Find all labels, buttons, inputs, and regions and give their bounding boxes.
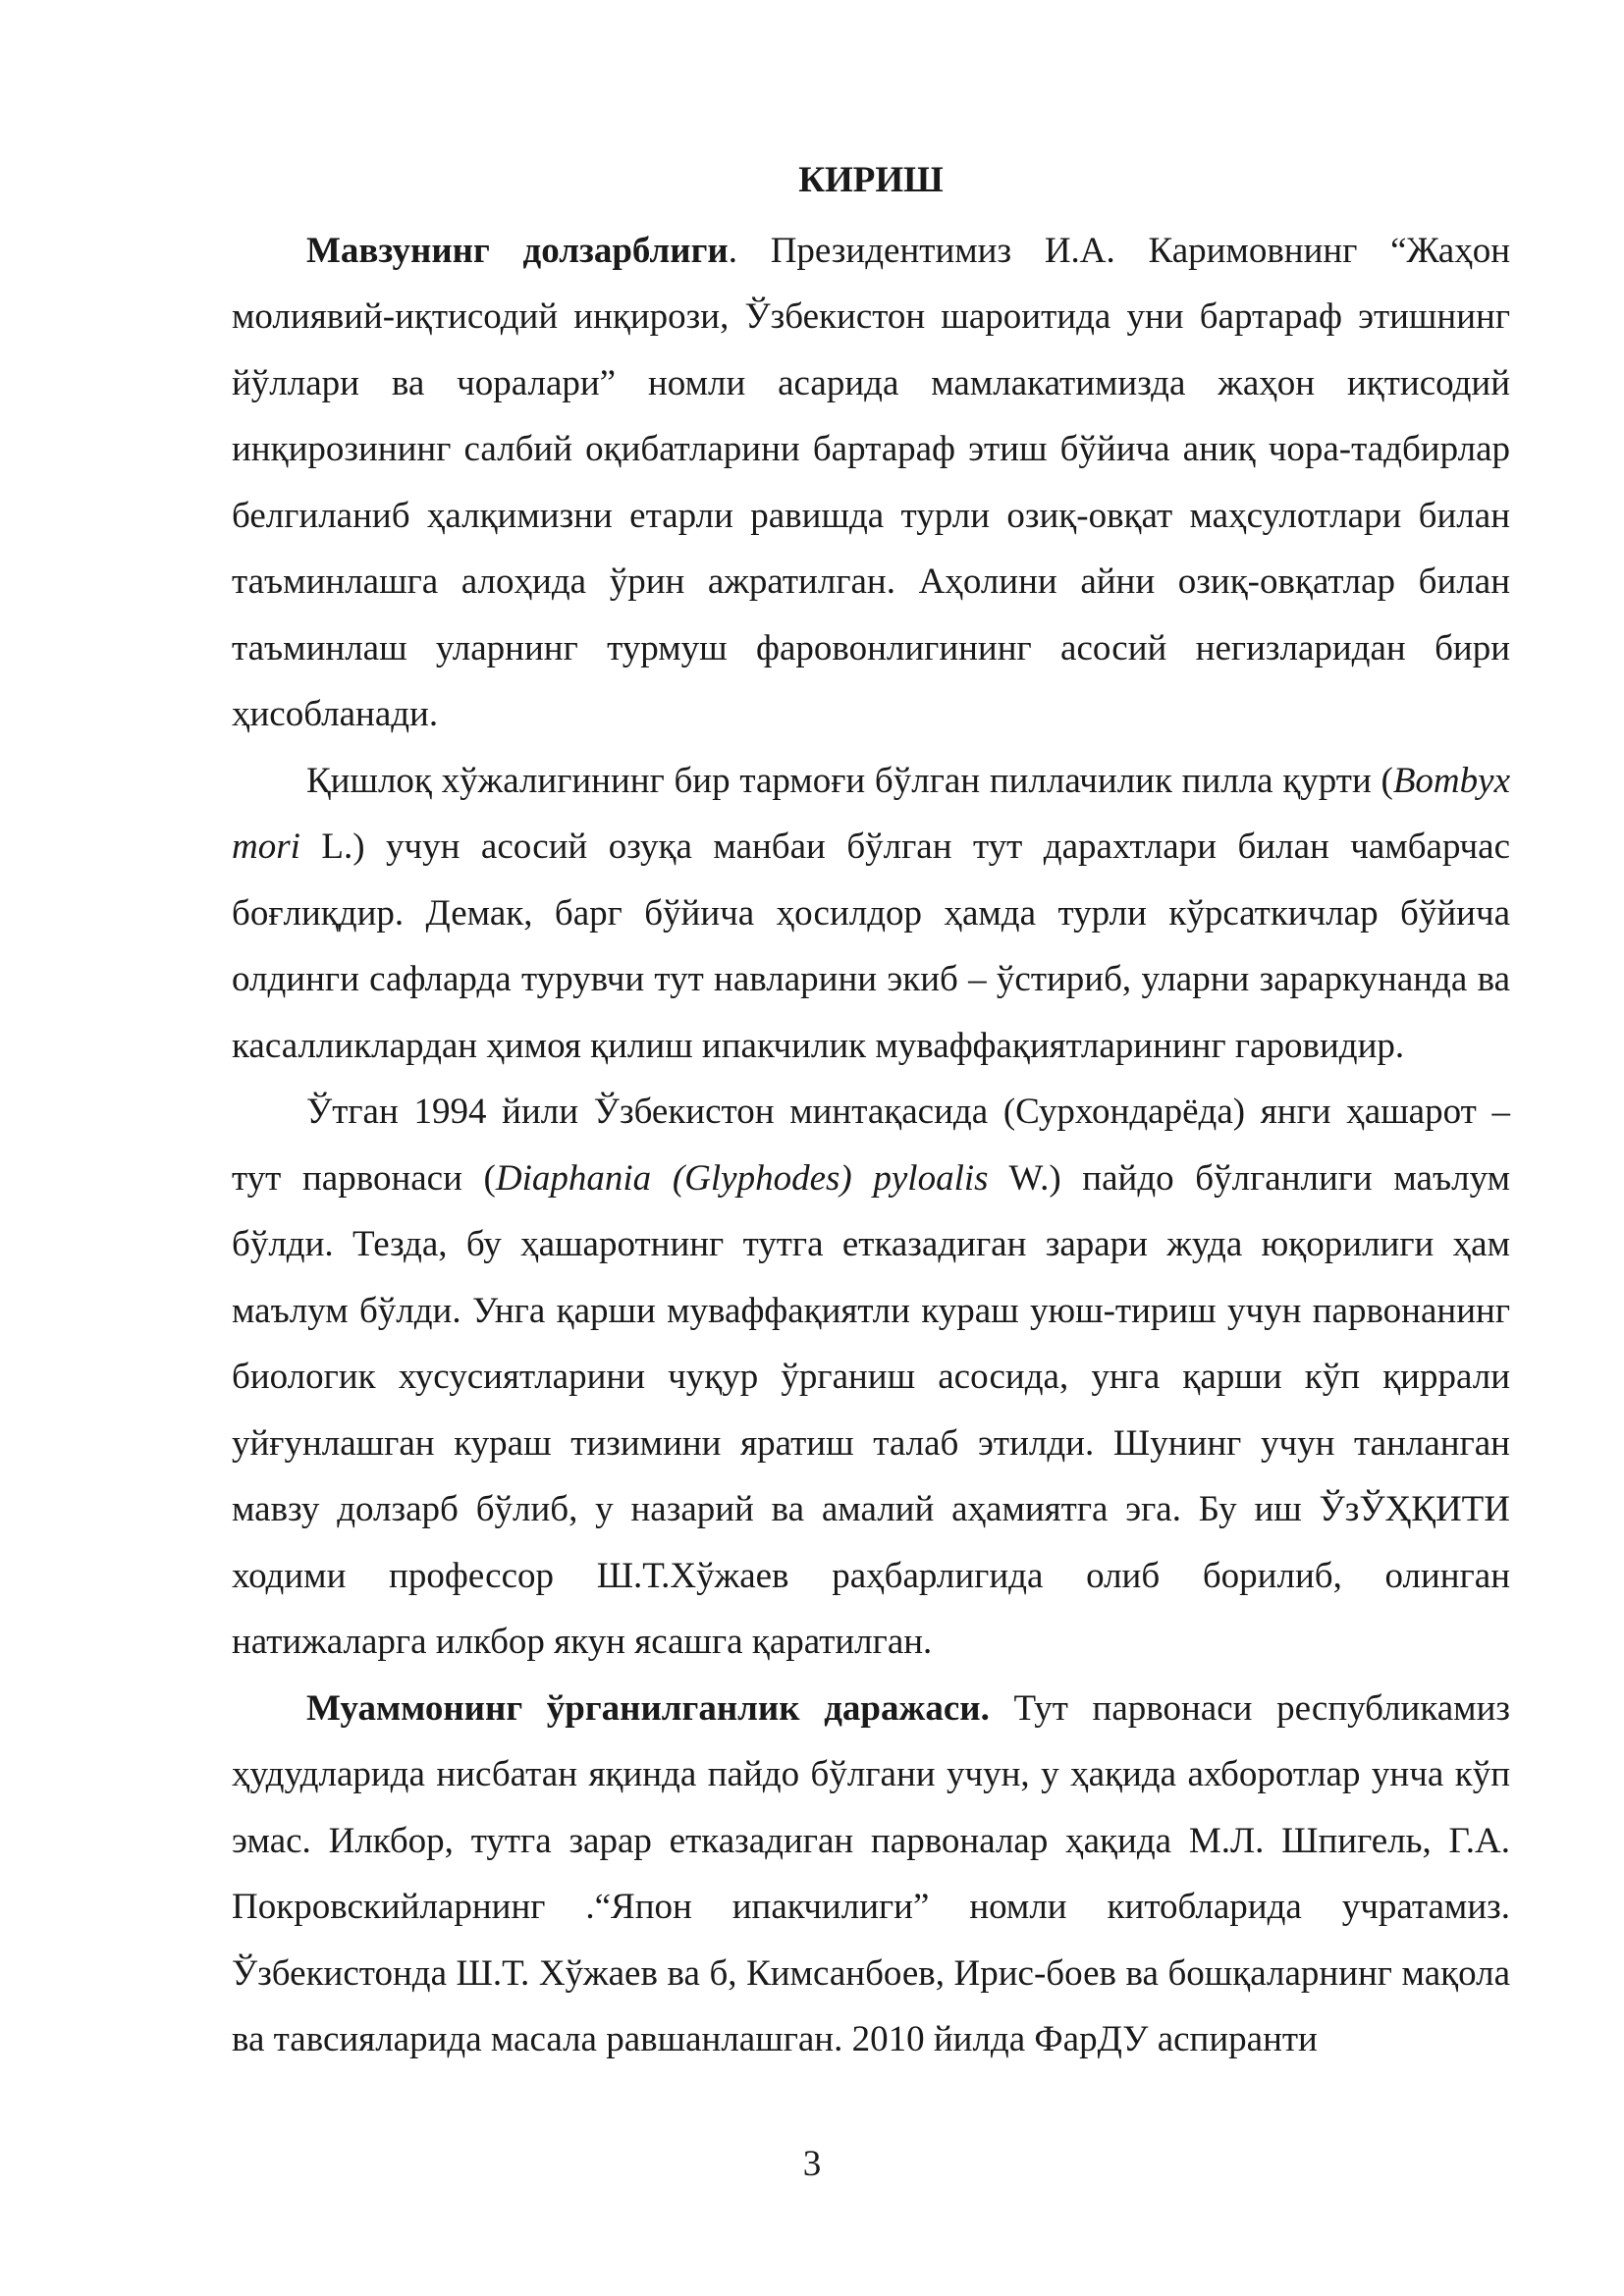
section-heading: КИРИШ xyxy=(798,160,944,200)
species-name-italic: Diaphania (Glyphodes) pyloalis xyxy=(495,1157,989,1199)
paragraph-text: L.) учун асосий озуқа манбаи бўлган тут дарахтлари билан чамбарчас боғлиқдир. Демак, барг бўйича ҳосилдор ҳамда турли кўрсаткичлар бўйича олдинги сафларда турувчи тут навларини экиб – ўстириб, уларни зараркунанда ва касалликлардан ҳимоя қилиш ипакчилик муваффақиятларининг гаровидир. xyxy=(232,827,1510,1066)
paragraph-topic-relevance xyxy=(232,218,1510,748)
document-body xyxy=(232,147,1510,2073)
species-name-italic: Bombyx mori xyxy=(232,760,1510,867)
paragraph-text: Қишлоқ хўжалигининг бир тармоғи бўлган пиллачилик пилла қурти ( xyxy=(306,760,1393,801)
paragraph-study-level xyxy=(232,1676,1510,2073)
paragraph-silkworm xyxy=(232,748,1510,1080)
paragraph-text: Тут парвонаси республикамиз ҳудудларида нисбатан яқинда пайдо бўлгани учун, у ҳақида ахборотлар унча кўп эмас. Илкбор, тутга зарар етказадиган парвоналар ҳақида М.Л. Шпигель, Г.А. Покровскийларнинг .“Япон ипакчилиги” номли китобларида учратамиз. Ўзбекистонда Ш.Т. Хўжаев ва б, Кимсанбоев, Ирис-боев ва бошқаларнинг мақола ва тавсияларида масала равшанлашган. 2010 йилда ФарДУ аспиранти xyxy=(232,1687,1510,2059)
paragraph-mulberry-moth xyxy=(232,1079,1510,1676)
paragraph-lead-bold: Мавзунинг долзарблиги xyxy=(306,230,729,271)
paragraph-lead-bold: Муаммонинг ўрганилганлик даражаси. xyxy=(306,1687,990,1729)
paragraph-text: Ўтган 1994 йили Ўзбекистон минтақасида (Сурхондарёда) янги ҳашарот – тут парвонаси ( xyxy=(232,1092,1510,1199)
paragraph-text: . Президентимиз И.А. Каримовнинг “Жаҳон молиявий-иқтисодий инқирози, Ўзбекистон шароитида уни бартараф этишнинг йўллари ва чоралари” номли асарида мамлакатимизда жаҳон иқтисодий инқирозининг салбий оқибатларини бартараф этиш бўйича аниқ чора-тадбирлар белгиланиб ҳалқимизни етарли равишда турли озиқ-овқат маҳсулотлари билан таъминлашга алоҳида ўрин ажратилган. Аҳолини айни озиқ-овқатлар билан таъминлаш уларнинг турмуш фаровонлигининг асосий негизларидан бири ҳисобланади. xyxy=(232,230,1510,734)
page-number: 3 xyxy=(802,2144,822,2184)
paragraph-text: W.) пайдо бўлганлиги маълум бўлди. Тезда, бу ҳашаротнинг тутга етказадиган зарари жуда юқорилиги ҳам маълум бўлди. Унга қарши муваффақиятли кураш уюш-тириш учун парвонанинг биологик хусусиятларини чуқур ўрганиш асосида, унга қарши кўп қиррали уйғунлашган кураш тизимини яратиш талаб этилди. Шунинг учун танланган мавзу долзарб бўлиб, у назарий ва амалий аҳамиятга эга. Бу иш ЎзЎҲҚИТИ ходими профессор Ш.Т.Хўжаев раҳбарлигида олиб борилиб, олинган натижаларга илкбор якун ясашга қаратилган. xyxy=(232,1157,1511,1662)
